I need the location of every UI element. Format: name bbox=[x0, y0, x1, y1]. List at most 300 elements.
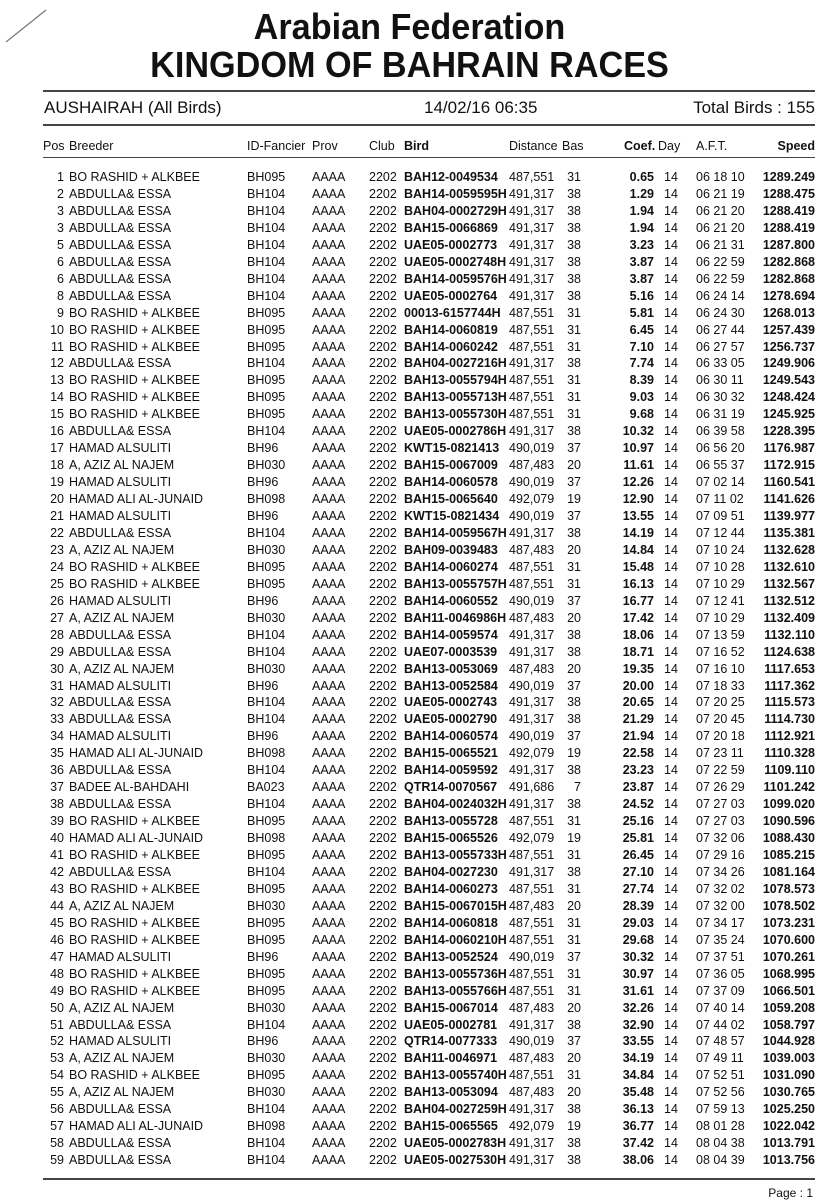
cell-breeder: A, AZIZ AL NAJEM bbox=[69, 542, 175, 557]
table-row bbox=[0, 440, 819, 457]
cell-aft: 07 37 09 bbox=[696, 983, 745, 998]
cell-day: 14 bbox=[664, 525, 678, 540]
cell-breeder: A, AZIZ AL NAJEM bbox=[69, 1000, 175, 1015]
cell-day: 14 bbox=[664, 746, 678, 761]
cell-speed: 1030.765 bbox=[762, 1085, 815, 1100]
cell-pos: 32 bbox=[50, 695, 64, 710]
divider bbox=[43, 157, 815, 158]
cell-coef: 27.74 bbox=[622, 881, 654, 896]
cell-distance: 491,317 bbox=[509, 356, 555, 371]
cell-id-fancier: BH104 bbox=[247, 712, 286, 727]
cell-speed: 1115.573 bbox=[764, 695, 815, 710]
cell-coef: 35.48 bbox=[622, 1085, 654, 1100]
cell-bas: 19 bbox=[567, 492, 581, 507]
cell-pos: 36 bbox=[50, 763, 64, 778]
cell-id-fancier: BH095 bbox=[247, 983, 286, 998]
cell-bird: UAE05-0002781 bbox=[404, 1017, 498, 1032]
cell-bas: 20 bbox=[567, 458, 581, 473]
cell-coef: 21.29 bbox=[622, 712, 654, 727]
cell-bird: BAH12-0049534 bbox=[404, 170, 498, 184]
cell-bird: UAE05-0002743 bbox=[404, 695, 498, 710]
cell-distance: 491,317 bbox=[509, 1102, 555, 1117]
cell-bas: 20 bbox=[567, 1051, 581, 1066]
cell-id-fancier: BH104 bbox=[247, 1136, 286, 1151]
table-row bbox=[0, 457, 819, 474]
cell-breeder: ABDULLA& ESSA bbox=[69, 644, 172, 659]
cell-speed: 1058.797 bbox=[762, 1017, 815, 1032]
cell-club: 2202 bbox=[369, 1153, 397, 1168]
cell-coef: 9.03 bbox=[629, 390, 654, 405]
cell-pos: 5 bbox=[57, 237, 64, 252]
cell-distance: 490,019 bbox=[509, 593, 555, 608]
cell-id-fancier: BH095 bbox=[247, 1068, 286, 1083]
cell-day: 14 bbox=[664, 407, 678, 422]
table-row bbox=[0, 322, 819, 339]
cell-distance: 491,317 bbox=[509, 237, 555, 252]
table-row bbox=[0, 254, 819, 271]
cell-club: 2202 bbox=[369, 220, 397, 235]
cell-speed: 1245.925 bbox=[762, 407, 815, 422]
table-row bbox=[0, 779, 819, 796]
table-row bbox=[0, 1101, 819, 1118]
cell-id-fancier: BH098 bbox=[247, 831, 286, 846]
cell-speed: 1289.249 bbox=[762, 170, 815, 184]
cell-id-fancier: BH030 bbox=[247, 458, 286, 473]
cell-breeder: ABDULLA& ESSA bbox=[69, 525, 172, 540]
cell-bas: 37 bbox=[567, 949, 581, 964]
cell-day: 14 bbox=[664, 220, 678, 235]
cell-bas: 38 bbox=[567, 712, 581, 727]
cell-id-fancier: BH104 bbox=[247, 424, 286, 439]
cell-bird: BAH04-0027259H bbox=[404, 1102, 507, 1117]
cell-aft: 07 18 33 bbox=[696, 678, 745, 693]
cell-prov: AAAA bbox=[312, 729, 346, 744]
cell-breeder: HAMAD ALI AL-JUNAID bbox=[69, 831, 204, 846]
cell-speed: 1268.013 bbox=[762, 305, 815, 320]
cell-id-fancier: BH030 bbox=[247, 1000, 286, 1015]
cell-bas: 38 bbox=[567, 220, 581, 235]
cell-prov: AAAA bbox=[312, 1000, 346, 1015]
cell-bird: BAH13-0055733H bbox=[404, 848, 507, 862]
cell-breeder: BO RASHID + ALKBEE bbox=[69, 170, 200, 184]
cell-prov: AAAA bbox=[312, 576, 346, 591]
cell-pos: 35 bbox=[50, 746, 64, 761]
cell-id-fancier: BH104 bbox=[247, 864, 286, 879]
cell-id-fancier: BH104 bbox=[247, 203, 286, 218]
cell-pos: 57 bbox=[50, 1119, 64, 1134]
cell-bas: 37 bbox=[567, 441, 581, 456]
cell-club: 2202 bbox=[369, 678, 397, 693]
cell-id-fancier: BH095 bbox=[247, 881, 286, 896]
table-row bbox=[0, 355, 819, 372]
cell-aft: 07 12 41 bbox=[696, 593, 745, 608]
cell-pos: 27 bbox=[50, 610, 64, 625]
cell-bas: 38 bbox=[567, 237, 581, 252]
cell-bas: 38 bbox=[567, 203, 581, 218]
cell-breeder: HAMAD ALI AL-JUNAID bbox=[69, 746, 204, 761]
table-row bbox=[0, 762, 819, 779]
cell-breeder: ABDULLA& ESSA bbox=[69, 424, 172, 439]
cell-speed: 1282.868 bbox=[762, 254, 815, 269]
cell-aft: 07 20 25 bbox=[696, 695, 745, 710]
cell-breeder: ABDULLA& ESSA bbox=[69, 864, 172, 879]
cell-prov: AAAA bbox=[312, 831, 346, 846]
cell-distance: 487,551 bbox=[509, 322, 555, 337]
cell-pos: 47 bbox=[50, 949, 64, 964]
cell-id-fancier: BH104 bbox=[247, 271, 286, 286]
cell-pos: 23 bbox=[50, 542, 64, 557]
cell-day: 14 bbox=[664, 559, 678, 574]
cell-bird: KWT15-0821434 bbox=[404, 509, 500, 523]
cell-breeder: ABDULLA& ESSA bbox=[69, 797, 172, 812]
cell-breeder: ABDULLA& ESSA bbox=[69, 712, 172, 727]
cell-bas: 19 bbox=[567, 831, 581, 846]
cell-coef: 34.84 bbox=[622, 1068, 654, 1083]
cell-breeder: ABDULLA& ESSA bbox=[69, 356, 172, 371]
cell-day: 14 bbox=[664, 932, 678, 947]
cell-id-fancier: BH104 bbox=[247, 220, 286, 235]
cell-aft: 07 36 05 bbox=[696, 966, 745, 981]
cell-aft: 07 12 44 bbox=[696, 525, 745, 540]
cell-prov: AAAA bbox=[312, 1102, 346, 1117]
table-row bbox=[0, 711, 819, 728]
cell-coef: 17.42 bbox=[622, 610, 654, 625]
cell-prov: AAAA bbox=[312, 1017, 346, 1032]
cell-pos: 11 bbox=[51, 339, 64, 354]
cell-distance: 492,079 bbox=[509, 831, 555, 846]
cell-speed: 1249.906 bbox=[762, 356, 815, 371]
cell-speed: 1025.250 bbox=[762, 1102, 815, 1117]
cell-aft: 07 02 14 bbox=[696, 475, 745, 490]
cell-speed: 1088.430 bbox=[762, 831, 815, 846]
cell-aft: 07 29 16 bbox=[696, 848, 745, 862]
table-row bbox=[0, 559, 819, 576]
cell-aft: 07 26 29 bbox=[696, 780, 745, 795]
table-row bbox=[0, 864, 819, 881]
cell-bas: 31 bbox=[567, 305, 581, 320]
cell-bas: 31 bbox=[567, 559, 581, 574]
cell-bas: 20 bbox=[567, 661, 581, 676]
cell-breeder: BO RASHID + ALKBEE bbox=[69, 390, 200, 405]
cell-bird: UAE05-0002764 bbox=[404, 288, 498, 303]
total-birds: Total Birds : 155 bbox=[693, 98, 815, 117]
cell-day: 14 bbox=[664, 661, 678, 676]
cell-bird: KWT15-0821413 bbox=[404, 441, 500, 456]
cell-day: 14 bbox=[664, 576, 678, 591]
cell-pos: 13 bbox=[50, 373, 64, 388]
cell-pos: 2 bbox=[57, 186, 64, 201]
cell-breeder: ABDULLA& ESSA bbox=[69, 237, 172, 252]
cell-club: 2202 bbox=[369, 458, 397, 473]
table-row bbox=[0, 186, 819, 203]
cell-pos: 8 bbox=[57, 288, 64, 303]
cell-coef: 16.77 bbox=[622, 593, 654, 608]
col-pos: Pos bbox=[43, 139, 65, 153]
cell-pos: 24 bbox=[50, 559, 64, 574]
table-row bbox=[0, 1067, 819, 1084]
cell-aft: 06 21 31 bbox=[696, 237, 745, 252]
cell-prov: AAAA bbox=[312, 898, 346, 913]
cell-speed: 1085.215 bbox=[762, 848, 815, 862]
cell-prov: AAAA bbox=[312, 254, 346, 269]
cell-breeder: BO RASHID + ALKBEE bbox=[69, 848, 200, 862]
cell-club: 2202 bbox=[369, 356, 397, 371]
cell-club: 2202 bbox=[369, 898, 397, 913]
cell-club: 2202 bbox=[369, 407, 397, 422]
cell-breeder: BO RASHID + ALKBEE bbox=[69, 373, 200, 388]
cell-id-fancier: BH030 bbox=[247, 661, 286, 676]
cell-prov: AAAA bbox=[312, 661, 346, 676]
cell-bird: UAE05-0002773 bbox=[404, 237, 498, 252]
table-row bbox=[0, 1017, 819, 1034]
cell-day: 14 bbox=[664, 949, 678, 964]
cell-club: 2202 bbox=[369, 949, 397, 964]
cell-distance: 487,551 bbox=[509, 932, 555, 947]
table-row bbox=[0, 1033, 819, 1050]
cell-aft: 08 04 38 bbox=[696, 1136, 745, 1151]
cell-distance: 487,551 bbox=[509, 407, 555, 422]
cell-distance: 491,317 bbox=[509, 864, 555, 879]
cell-day: 14 bbox=[664, 509, 678, 523]
cell-aft: 06 33 05 bbox=[696, 356, 745, 371]
col-speed: Speed bbox=[777, 139, 815, 153]
cell-prov: AAAA bbox=[312, 441, 346, 456]
cell-coef: 34.19 bbox=[622, 1051, 654, 1066]
cell-pos: 9 bbox=[57, 305, 64, 320]
col-breeder: Breeder bbox=[69, 139, 114, 153]
cell-coef: 10.32 bbox=[622, 424, 654, 439]
cell-prov: AAAA bbox=[312, 186, 346, 201]
cell-aft: 06 30 11 bbox=[696, 373, 744, 388]
cell-bas: 38 bbox=[567, 424, 581, 439]
cell-distance: 490,019 bbox=[509, 441, 555, 456]
cell-club: 2202 bbox=[369, 525, 397, 540]
cell-coef: 13.55 bbox=[622, 509, 654, 523]
cell-club: 2202 bbox=[369, 797, 397, 812]
cell-coef: 20.00 bbox=[622, 678, 654, 693]
cell-day: 14 bbox=[664, 1068, 678, 1083]
cell-day: 14 bbox=[664, 458, 678, 473]
cell-pos: 16 bbox=[50, 424, 64, 439]
cell-club: 2202 bbox=[369, 610, 397, 625]
cell-prov: AAAA bbox=[312, 678, 346, 693]
cell-prov: AAAA bbox=[312, 915, 346, 930]
cell-bas: 31 bbox=[567, 983, 581, 998]
cell-id-fancier: BH104 bbox=[247, 254, 286, 269]
cell-speed: 1039.003 bbox=[762, 1051, 815, 1066]
cell-id-fancier: BH104 bbox=[247, 763, 286, 778]
cell-pos: 21 bbox=[50, 509, 64, 523]
cell-distance: 487,483 bbox=[509, 898, 555, 913]
cell-day: 14 bbox=[664, 203, 678, 218]
cell-bird: UAE05-0002790 bbox=[404, 712, 498, 727]
cell-coef: 10.97 bbox=[622, 441, 654, 456]
cell-distance: 490,019 bbox=[509, 1034, 555, 1049]
col-distance: Distance bbox=[509, 139, 558, 153]
cell-aft: 07 20 45 bbox=[696, 712, 745, 727]
cell-coef: 1.29 bbox=[629, 186, 654, 201]
cell-day: 14 bbox=[664, 831, 678, 846]
cell-day: 14 bbox=[664, 1017, 678, 1032]
cell-prov: AAAA bbox=[312, 525, 346, 540]
cell-day: 14 bbox=[664, 1034, 678, 1049]
cell-prov: AAAA bbox=[312, 373, 346, 388]
cell-bird: BAH14-0060578 bbox=[404, 475, 498, 490]
cell-pos: 20 bbox=[50, 492, 64, 507]
cell-bird: BAH14-0060274 bbox=[404, 559, 498, 574]
cell-aft: 07 16 52 bbox=[696, 644, 745, 659]
cell-breeder: ABDULLA& ESSA bbox=[69, 288, 172, 303]
cell-coef: 3.23 bbox=[629, 237, 654, 252]
cell-id-fancier: BH104 bbox=[247, 288, 286, 303]
table-row bbox=[0, 966, 819, 983]
cell-breeder: BO RASHID + ALKBEE bbox=[69, 881, 200, 896]
cell-distance: 491,317 bbox=[509, 1017, 555, 1032]
cell-id-fancier: BH095 bbox=[247, 966, 286, 981]
table-header bbox=[0, 138, 819, 155]
cell-day: 14 bbox=[664, 864, 678, 879]
cell-prov: AAAA bbox=[312, 695, 346, 710]
cell-day: 14 bbox=[664, 441, 678, 456]
cell-id-fancier: BH96 bbox=[247, 509, 279, 523]
cell-prov: AAAA bbox=[312, 322, 346, 337]
cell-speed: 1070.261 bbox=[762, 949, 815, 964]
table-row bbox=[0, 288, 819, 305]
cell-pos: 53 bbox=[50, 1051, 64, 1066]
cell-pos: 28 bbox=[50, 627, 64, 642]
cell-distance: 487,551 bbox=[509, 170, 555, 184]
cell-club: 2202 bbox=[369, 390, 397, 405]
cell-pos: 6 bbox=[57, 271, 64, 286]
cell-id-fancier: BH095 bbox=[247, 407, 286, 422]
cell-club: 2202 bbox=[369, 661, 397, 676]
cell-aft: 07 52 51 bbox=[696, 1068, 745, 1083]
cell-prov: AAAA bbox=[312, 542, 346, 557]
cell-day: 14 bbox=[664, 678, 678, 693]
cell-prov: AAAA bbox=[312, 305, 346, 320]
cell-prov: AAAA bbox=[312, 271, 346, 286]
cell-pos: 12 bbox=[50, 356, 64, 371]
cell-bas: 38 bbox=[567, 644, 581, 659]
cell-breeder: ABDULLA& ESSA bbox=[69, 627, 172, 642]
col-day: Day bbox=[658, 139, 681, 153]
table-row bbox=[0, 627, 819, 644]
cell-bas: 31 bbox=[567, 170, 581, 184]
cell-speed: 1288.475 bbox=[762, 186, 815, 201]
cell-breeder: HAMAD ALSULITI bbox=[69, 593, 172, 608]
cell-aft: 07 16 10 bbox=[696, 661, 745, 676]
cell-speed: 1101.242 bbox=[763, 780, 815, 795]
cell-speed: 1228.395 bbox=[762, 424, 815, 439]
table-row bbox=[0, 1000, 819, 1017]
cell-speed: 1070.600 bbox=[762, 932, 815, 947]
cell-distance: 491,317 bbox=[509, 695, 555, 710]
cell-prov: AAAA bbox=[312, 814, 346, 829]
cell-day: 14 bbox=[664, 288, 678, 303]
cell-speed: 1132.610 bbox=[763, 559, 815, 574]
cell-bas: 31 bbox=[567, 881, 581, 896]
cell-club: 2202 bbox=[369, 305, 397, 320]
cell-pos: 54 bbox=[50, 1068, 64, 1083]
cell-club: 2202 bbox=[369, 695, 397, 710]
cell-aft: 06 21 20 bbox=[696, 203, 745, 218]
cell-breeder: BO RASHID + ALKBEE bbox=[69, 407, 200, 422]
cell-aft: 07 10 29 bbox=[696, 610, 745, 625]
cell-day: 14 bbox=[664, 610, 678, 625]
cell-day: 14 bbox=[664, 373, 678, 388]
cell-coef: 26.45 bbox=[622, 848, 654, 862]
cell-breeder: A, AZIZ AL NAJEM bbox=[69, 458, 175, 473]
cell-breeder: ABDULLA& ESSA bbox=[69, 220, 172, 235]
cell-club: 2202 bbox=[369, 237, 397, 252]
cell-distance: 487,483 bbox=[509, 542, 555, 557]
cell-id-fancier: BH095 bbox=[247, 390, 286, 405]
cell-aft: 06 27 44 bbox=[696, 322, 745, 337]
table-row bbox=[0, 661, 819, 678]
cell-club: 2202 bbox=[369, 542, 397, 557]
cell-club: 2202 bbox=[369, 339, 397, 354]
cell-id-fancier: BH095 bbox=[247, 932, 286, 947]
cell-bas: 7 bbox=[574, 780, 581, 795]
table-row bbox=[0, 542, 819, 559]
cell-club: 2202 bbox=[369, 373, 397, 388]
cell-speed: 1013.756 bbox=[762, 1153, 815, 1168]
cell-breeder: A, AZIZ AL NAJEM bbox=[69, 1051, 175, 1066]
cell-distance: 490,019 bbox=[509, 678, 555, 693]
cell-aft: 06 30 32 bbox=[696, 390, 745, 405]
cell-aft: 07 27 03 bbox=[696, 797, 745, 812]
cell-speed: 1287.800 bbox=[762, 237, 815, 252]
cell-prov: AAAA bbox=[312, 881, 346, 896]
cell-speed: 1044.928 bbox=[762, 1034, 815, 1049]
cell-coef: 25.16 bbox=[622, 814, 654, 829]
cell-coef: 20.65 bbox=[622, 695, 654, 710]
cell-prov: AAAA bbox=[312, 407, 346, 422]
cell-pos: 3 bbox=[57, 203, 64, 218]
cell-day: 14 bbox=[664, 1000, 678, 1015]
cell-distance: 487,551 bbox=[509, 848, 555, 862]
cell-pos: 26 bbox=[50, 593, 64, 608]
cell-id-fancier: BH095 bbox=[247, 559, 286, 574]
cell-speed: 1282.868 bbox=[762, 271, 815, 286]
cell-prov: AAAA bbox=[312, 593, 346, 608]
table-row bbox=[0, 423, 819, 440]
cell-distance: 487,483 bbox=[509, 1051, 555, 1066]
cell-speed: 1090.596 bbox=[762, 814, 815, 829]
col-coef: Coef. bbox=[624, 139, 656, 153]
cell-pos: 17 bbox=[50, 441, 64, 456]
cell-pos: 56 bbox=[50, 1102, 64, 1117]
cell-day: 14 bbox=[664, 356, 678, 371]
cell-distance: 487,551 bbox=[509, 1068, 555, 1083]
cell-aft: 07 34 17 bbox=[696, 915, 745, 930]
table-row bbox=[0, 576, 819, 593]
cell-distance: 491,317 bbox=[509, 797, 555, 812]
cell-bird: UAE05-0002786H bbox=[404, 424, 507, 439]
cell-pos: 31 bbox=[50, 678, 64, 693]
cell-breeder: HAMAD ALI AL-JUNAID bbox=[69, 492, 204, 507]
cell-club: 2202 bbox=[369, 576, 397, 591]
cell-club: 2202 bbox=[369, 1136, 397, 1151]
cell-speed: 1109.110 bbox=[764, 763, 815, 778]
cell-bas: 37 bbox=[567, 1034, 581, 1049]
cell-club: 2202 bbox=[369, 780, 397, 795]
cell-bas: 38 bbox=[567, 627, 581, 642]
cell-id-fancier: BH104 bbox=[247, 797, 286, 812]
cell-bas: 38 bbox=[567, 525, 581, 540]
cell-coef: 1.94 bbox=[629, 220, 654, 235]
table-row bbox=[0, 220, 819, 237]
